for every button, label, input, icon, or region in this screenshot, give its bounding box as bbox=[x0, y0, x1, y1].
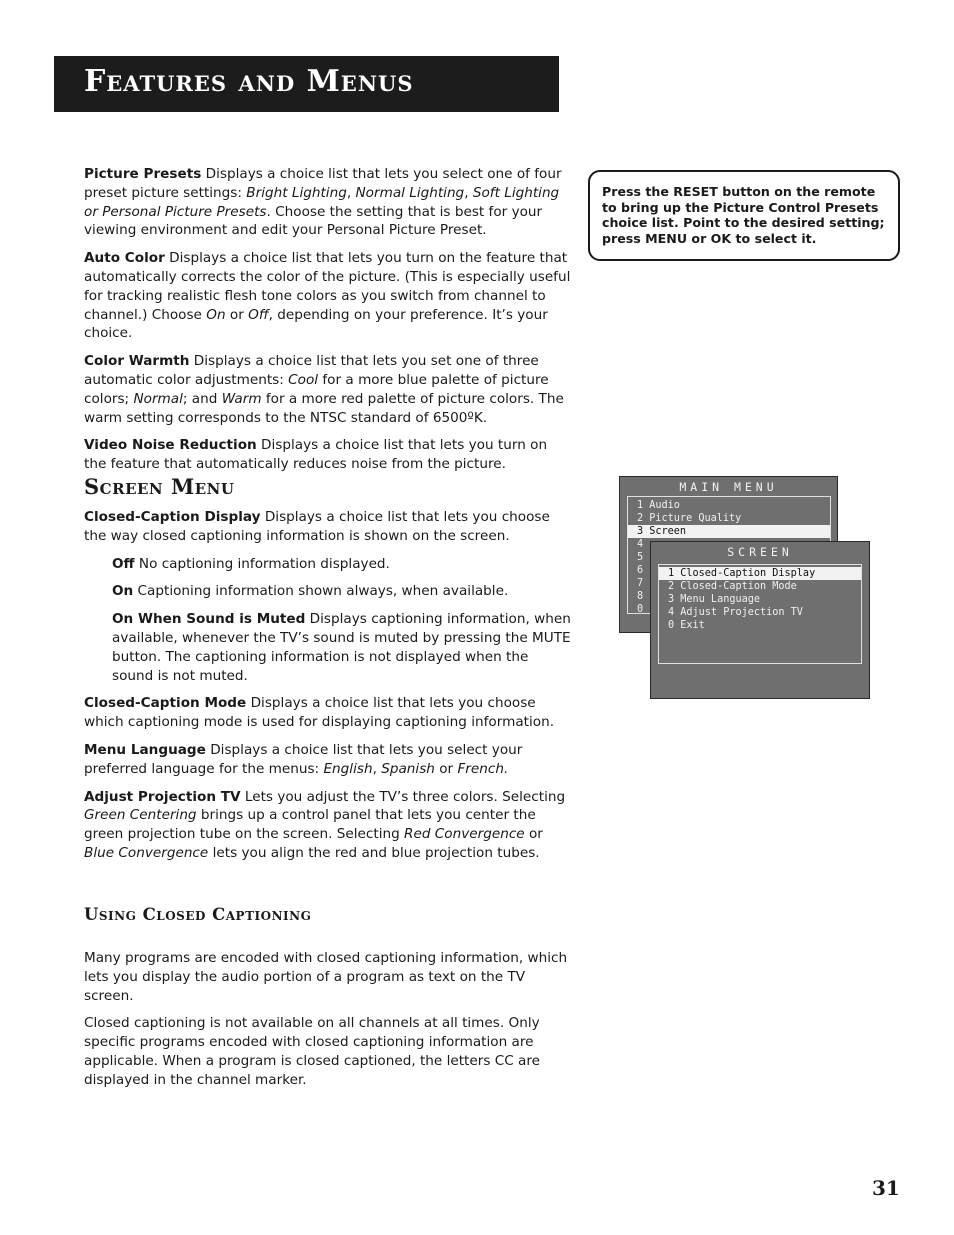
term-menu-language: Menu Language bbox=[84, 741, 206, 758]
desc-text: Displays a choice list that lets you set one of three automatic color adjustments: bbox=[84, 353, 539, 388]
main-menu-item-screen[interactable]: 3 Screen bbox=[628, 525, 830, 538]
color-warmth-paragraph bbox=[84, 352, 572, 427]
submenu-item-cc-display[interactable]: 1 Closed-Caption Display bbox=[659, 567, 861, 580]
desc-text: lets you align the red and blue projection tubes. bbox=[208, 844, 540, 861]
closed-captioning-heading: Using Closed Captioning bbox=[84, 905, 312, 924]
main-menu-item-0[interactable]: 0 bbox=[637, 604, 644, 615]
desc-text: for a more red palette of picture colors. The warm setting corresponds to the NTSC standard of 6500ºK. bbox=[84, 390, 564, 426]
term-auto-color: Auto Color bbox=[84, 250, 165, 267]
cc-mode-paragraph bbox=[84, 694, 572, 732]
desc-text: Captioning information shown always, when available. bbox=[133, 583, 509, 600]
desc-text: No captioning information displayed. bbox=[134, 555, 390, 572]
main-menu-title: MAIN MENU bbox=[679, 480, 778, 494]
desc-text: , bbox=[372, 760, 382, 777]
submenu-item-cc-mode[interactable]: 2 Closed-Caption Mode bbox=[668, 581, 797, 592]
desc-text: Lets you adjust the TV’s three colors. Selecting bbox=[240, 788, 566, 805]
option-text: Spanish bbox=[381, 760, 435, 777]
option-text: Cool bbox=[288, 371, 319, 388]
term-off: Off bbox=[112, 555, 135, 572]
off-paragraph bbox=[84, 555, 572, 574]
desc-text: Displays a choice list that lets you select one of four preset picture settings: bbox=[84, 166, 562, 201]
desc-text: , bbox=[346, 184, 356, 201]
term-picture-presets: Picture Presets bbox=[84, 166, 202, 182]
picture-presets-paragraph bbox=[84, 165, 572, 240]
submenu-item-adjust-projection[interactable]: 4 Adjust Projection TV bbox=[668, 607, 803, 618]
screen-submenu-title: SCREEN bbox=[727, 545, 793, 559]
header-banner bbox=[54, 56, 559, 112]
option-text: Normal bbox=[133, 390, 183, 407]
term-video-noise: Video Noise Reduction bbox=[84, 437, 257, 454]
screen-menu-section bbox=[84, 508, 572, 872]
desc-text: . Choose the setting that is best for your viewing environment and edit your Personal Picture Preset. bbox=[84, 203, 543, 239]
desc-text: Displays a choice list that lets you choose which captioning mode is used for displaying captioning information. bbox=[84, 695, 555, 731]
desc-text: Displays a choice list that lets you select your preferred language for the menus: bbox=[84, 741, 523, 777]
reset-tip-callout: Press the RESET button on the remote to bring up the Picture Control Presets choice list. Point to the desired setting; press MENU or OK to select it. bbox=[588, 170, 900, 261]
menu-language-paragraph bbox=[84, 741, 572, 779]
picture-settings-section bbox=[84, 165, 572, 483]
desc-text: or bbox=[524, 826, 543, 843]
desc-text: ; and bbox=[182, 390, 222, 407]
term-color-warmth: Color Warmth bbox=[84, 353, 190, 370]
term-cc-display: Closed-Caption Display bbox=[84, 509, 261, 525]
desc-text: Displays a choice list that lets you turn on the feature that automatically corrects the color of the picture. (This is especially useful for tracking realistic flesh tone colors as you switch from channel to channel.) Choose bbox=[84, 250, 571, 323]
main-menu-item-5[interactable]: 5 bbox=[637, 552, 644, 563]
desc-text: Displays a choice list that lets you turn on the feature that automatically reduces noise from the picture. bbox=[84, 437, 548, 473]
main-menu-item-4[interactable]: 4 bbox=[637, 539, 644, 550]
option-text: Green Centering bbox=[84, 807, 197, 824]
cc-paragraph-1: Many programs are encoded with closed captioning information, which lets you display the audio portion of a program as text on the TV screen. bbox=[84, 950, 568, 1004]
cc-paragraph-2: Closed captioning is not available on all channels at all times. Only specific programs encoded with closed captioning information are applicable. When a program is closed captioned, the letters CC are displayed in the channel marker. bbox=[84, 1015, 541, 1088]
submenu-item-menu-language[interactable]: 3 Menu Language bbox=[668, 594, 761, 605]
adjust-projection-paragraph bbox=[84, 788, 572, 863]
option-text: Bright Lighting bbox=[246, 184, 347, 201]
main-menu-item-picture-quality[interactable]: 2 Picture Quality bbox=[637, 513, 742, 524]
closed-captioning-section bbox=[84, 949, 572, 1099]
screen-submenu-panel bbox=[658, 564, 862, 664]
option-text: On bbox=[206, 306, 226, 323]
cc-display-paragraph bbox=[84, 508, 572, 546]
page-title: Features and Menus bbox=[84, 64, 414, 99]
desc-text: brings up a control panel that lets you center the green projection tube on the screen. Selecting bbox=[84, 807, 536, 843]
option-text: Soft Lighting or Personal Picture Presets bbox=[84, 184, 560, 220]
page-number: 31 bbox=[872, 1176, 900, 1200]
option-text: Red Convergence bbox=[404, 826, 525, 843]
desc-text: or bbox=[225, 306, 249, 323]
screen-submenu bbox=[650, 541, 870, 699]
desc-text: , bbox=[464, 184, 473, 201]
option-text: French. bbox=[457, 760, 509, 777]
main-menu-item-8[interactable]: 8 bbox=[637, 591, 644, 602]
submenu-item-exit[interactable]: 0 Exit bbox=[668, 620, 705, 631]
option-text: Normal Lighting bbox=[355, 184, 465, 201]
main-menu-item-audio[interactable]: 1 Audio bbox=[637, 500, 680, 511]
main-menu-item-7[interactable]: 7 bbox=[637, 578, 644, 589]
desc-text: Displays a choice list that lets you choose the way closed captioning information is shown on the screen. bbox=[84, 509, 550, 544]
desc-text: for a more blue palette of picture colors; bbox=[84, 371, 549, 407]
screen-menu-heading: Screen Menu bbox=[84, 474, 235, 499]
term-muted: On When Sound is Muted bbox=[112, 611, 306, 628]
desc-text: , depending on your preference. It’s your choice. bbox=[84, 306, 548, 342]
auto-color-paragraph bbox=[84, 249, 572, 343]
option-text: English bbox=[323, 760, 373, 777]
on-paragraph bbox=[84, 582, 572, 601]
muted-paragraph bbox=[84, 610, 572, 685]
desc-text: or bbox=[434, 760, 458, 777]
main-menu-item-6[interactable]: 6 bbox=[637, 565, 644, 576]
term-cc-mode: Closed-Caption Mode bbox=[84, 695, 247, 712]
term-on: On bbox=[112, 583, 134, 600]
desc-text: Displays captioning information, when available, whenever the TV’s sound is muted by pressing the MUTE button. The captioning information is not displayed when the sound is not muted. bbox=[112, 611, 571, 684]
term-adjust-projection: Adjust Projection TV bbox=[84, 788, 241, 805]
video-noise-paragraph bbox=[84, 436, 572, 474]
option-text: Off bbox=[248, 306, 269, 323]
option-text: Warm bbox=[221, 390, 262, 407]
option-text: Blue Convergence bbox=[84, 844, 209, 861]
